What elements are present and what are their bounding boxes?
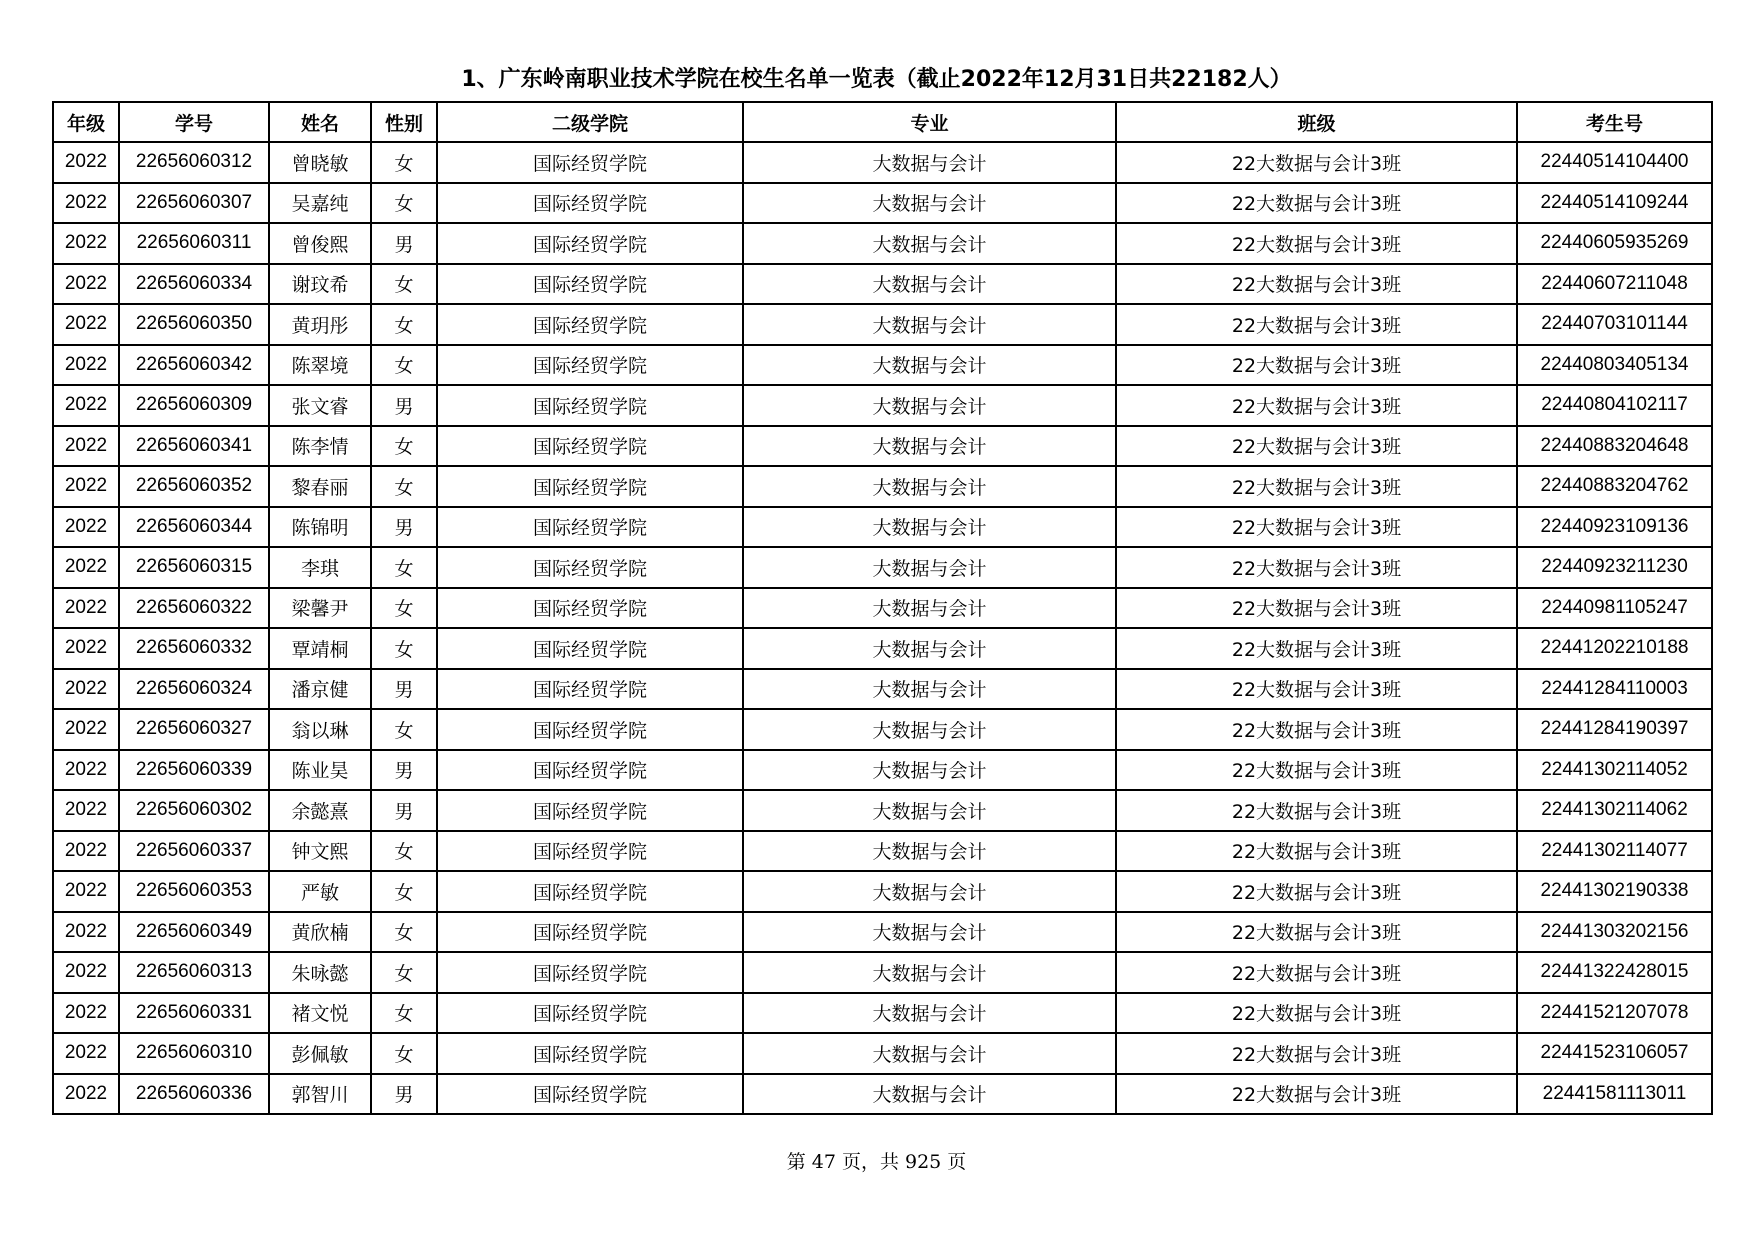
cell-student-id: 22656060310 <box>119 1033 269 1074</box>
cell-grade: 2022 <box>53 709 119 750</box>
cell-grade: 2022 <box>53 223 119 264</box>
cell-class: 22大数据与会计3班 <box>1116 628 1517 669</box>
cell-grade: 2022 <box>53 750 119 791</box>
cell-college: 国际经贸学院 <box>437 831 743 872</box>
cell-grade: 2022 <box>53 993 119 1034</box>
cell-class: 22大数据与会计3班 <box>1116 547 1517 588</box>
cell-class: 22大数据与会计3班 <box>1116 466 1517 507</box>
cell-class: 22大数据与会计3班 <box>1116 588 1517 629</box>
cell-name: 张文睿 <box>269 385 371 426</box>
cell-major: 大数据与会计 <box>743 588 1116 629</box>
cell-major: 大数据与会计 <box>743 304 1116 345</box>
cell-name: 曾俊熙 <box>269 223 371 264</box>
cell-exam-number: 22441302114062 <box>1517 790 1712 831</box>
cell-name: 李琪 <box>269 547 371 588</box>
table-row <box>53 183 1712 224</box>
cell-student-id: 22656060302 <box>119 790 269 831</box>
cell-college: 国际经贸学院 <box>437 385 743 426</box>
cell-major: 大数据与会计 <box>743 669 1116 710</box>
cell-grade: 2022 <box>53 183 119 224</box>
table-row <box>53 1074 1712 1115</box>
cell-gender: 女 <box>371 304 437 345</box>
cell-gender: 女 <box>371 871 437 912</box>
cell-class: 22大数据与会计3班 <box>1116 507 1517 548</box>
cell-major: 大数据与会计 <box>743 831 1116 872</box>
cell-major: 大数据与会计 <box>743 750 1116 791</box>
cell-name: 陈李情 <box>269 426 371 467</box>
cell-gender: 女 <box>371 709 437 750</box>
cell-name: 黎春丽 <box>269 466 371 507</box>
cell-name: 吴嘉纯 <box>269 183 371 224</box>
cell-grade: 2022 <box>53 547 119 588</box>
cell-class: 22大数据与会计3班 <box>1116 1074 1517 1115</box>
cell-major: 大数据与会计 <box>743 912 1116 953</box>
cell-major: 大数据与会计 <box>743 507 1116 548</box>
cell-college: 国际经贸学院 <box>437 345 743 386</box>
cell-name: 覃靖桐 <box>269 628 371 669</box>
table-row <box>53 426 1712 467</box>
cell-student-id: 22656060342 <box>119 345 269 386</box>
cell-major: 大数据与会计 <box>743 345 1116 386</box>
cell-exam-number: 22440981105247 <box>1517 588 1712 629</box>
cell-exam-number: 22440923211230 <box>1517 547 1712 588</box>
cell-class: 22大数据与会计3班 <box>1116 385 1517 426</box>
cell-college: 国际经贸学院 <box>437 466 743 507</box>
cell-gender: 女 <box>371 264 437 305</box>
cell-college: 国际经贸学院 <box>437 1033 743 1074</box>
cell-major: 大数据与会计 <box>743 1033 1116 1074</box>
cell-major: 大数据与会计 <box>743 183 1116 224</box>
cell-class: 22大数据与会计3班 <box>1116 223 1517 264</box>
cell-student-id: 22656060311 <box>119 223 269 264</box>
cell-gender: 女 <box>371 588 437 629</box>
cell-exam-number: 22441523106057 <box>1517 1033 1712 1074</box>
cell-student-id: 22656060327 <box>119 709 269 750</box>
cell-college: 国际经贸学院 <box>437 183 743 224</box>
cell-exam-number: 22441322428015 <box>1517 952 1712 993</box>
cell-college: 国际经贸学院 <box>437 223 743 264</box>
table-row <box>53 264 1712 305</box>
cell-name: 梁馨尹 <box>269 588 371 629</box>
header-college: 二级学院 <box>437 102 743 142</box>
cell-student-id: 22656060337 <box>119 831 269 872</box>
cell-grade: 2022 <box>53 304 119 345</box>
cell-gender: 男 <box>371 790 437 831</box>
header-class: 班级 <box>1116 102 1517 142</box>
cell-student-id: 22656060331 <box>119 993 269 1034</box>
header-exam-number: 考生号 <box>1517 102 1712 142</box>
cell-gender: 男 <box>371 750 437 791</box>
cell-college: 国际经贸学院 <box>437 628 743 669</box>
table-body <box>53 142 1712 1114</box>
table-row <box>53 142 1712 183</box>
cell-college: 国际经贸学院 <box>437 709 743 750</box>
cell-exam-number: 22440514109244 <box>1517 183 1712 224</box>
cell-major: 大数据与会计 <box>743 426 1116 467</box>
cell-gender: 女 <box>371 183 437 224</box>
header-name: 姓名 <box>269 102 371 142</box>
cell-student-id: 22656060353 <box>119 871 269 912</box>
cell-class: 22大数据与会计3班 <box>1116 669 1517 710</box>
cell-major: 大数据与会计 <box>743 628 1116 669</box>
table-row <box>53 952 1712 993</box>
cell-gender: 女 <box>371 831 437 872</box>
cell-grade: 2022 <box>53 952 119 993</box>
cell-major: 大数据与会计 <box>743 871 1116 912</box>
student-roster-table <box>52 101 1713 1115</box>
cell-student-id: 22656060307 <box>119 183 269 224</box>
cell-gender: 男 <box>371 669 437 710</box>
cell-name: 严敏 <box>269 871 371 912</box>
cell-exam-number: 22440883204762 <box>1517 466 1712 507</box>
cell-gender: 男 <box>371 1074 437 1115</box>
cell-grade: 2022 <box>53 466 119 507</box>
cell-major: 大数据与会计 <box>743 142 1116 183</box>
cell-name: 陈业昊 <box>269 750 371 791</box>
table-row <box>53 547 1712 588</box>
cell-grade: 2022 <box>53 264 119 305</box>
cell-class: 22大数据与会计3班 <box>1116 304 1517 345</box>
cell-name: 郭智川 <box>269 1074 371 1115</box>
cell-class: 22大数据与会计3班 <box>1116 750 1517 791</box>
cell-major: 大数据与会计 <box>743 993 1116 1034</box>
cell-class: 22大数据与会计3班 <box>1116 1033 1517 1074</box>
header-row <box>53 102 1712 142</box>
cell-college: 国际经贸学院 <box>437 142 743 183</box>
cell-class: 22大数据与会计3班 <box>1116 264 1517 305</box>
cell-gender: 女 <box>371 993 437 1034</box>
table-row <box>53 709 1712 750</box>
table-row <box>53 507 1712 548</box>
cell-class: 22大数据与会计3班 <box>1116 831 1517 872</box>
cell-gender: 女 <box>371 466 437 507</box>
cell-college: 国际经贸学院 <box>437 304 743 345</box>
cell-exam-number: 22440607211048 <box>1517 264 1712 305</box>
table-row <box>53 912 1712 953</box>
cell-gender: 女 <box>371 426 437 467</box>
cell-gender: 男 <box>371 385 437 426</box>
cell-grade: 2022 <box>53 669 119 710</box>
cell-college: 国际经贸学院 <box>437 507 743 548</box>
cell-exam-number: 22441302114077 <box>1517 831 1712 872</box>
table-row <box>53 790 1712 831</box>
cell-student-id: 22656060341 <box>119 426 269 467</box>
cell-college: 国际经贸学院 <box>437 588 743 629</box>
cell-grade: 2022 <box>53 790 119 831</box>
cell-major: 大数据与会计 <box>743 385 1116 426</box>
table-row <box>53 385 1712 426</box>
cell-college: 国际经贸学院 <box>437 1074 743 1115</box>
cell-name: 陈翠境 <box>269 345 371 386</box>
cell-grade: 2022 <box>53 426 119 467</box>
cell-major: 大数据与会计 <box>743 264 1116 305</box>
cell-student-id: 22656060349 <box>119 912 269 953</box>
cell-name: 谢玟希 <box>269 264 371 305</box>
table-row <box>53 466 1712 507</box>
cell-student-id: 22656060315 <box>119 547 269 588</box>
cell-student-id: 22656060334 <box>119 264 269 305</box>
table-row <box>53 750 1712 791</box>
cell-grade: 2022 <box>53 831 119 872</box>
cell-exam-number: 22441581113011 <box>1517 1074 1712 1115</box>
cell-grade: 2022 <box>53 912 119 953</box>
cell-exam-number: 22441302114052 <box>1517 750 1712 791</box>
cell-class: 22大数据与会计3班 <box>1116 142 1517 183</box>
cell-major: 大数据与会计 <box>743 709 1116 750</box>
cell-college: 国际经贸学院 <box>437 264 743 305</box>
cell-gender: 女 <box>371 1033 437 1074</box>
table-row <box>53 871 1712 912</box>
page-footer: 第 47 页，共 925 页 <box>786 1151 967 1173</box>
cell-name: 陈锦明 <box>269 507 371 548</box>
cell-gender: 女 <box>371 912 437 953</box>
cell-name: 黄欣楠 <box>269 912 371 953</box>
cell-student-id: 22656060322 <box>119 588 269 629</box>
cell-class: 22大数据与会计3班 <box>1116 426 1517 467</box>
cell-student-id: 22656060313 <box>119 952 269 993</box>
cell-gender: 男 <box>371 223 437 264</box>
cell-class: 22大数据与会计3班 <box>1116 345 1517 386</box>
cell-major: 大数据与会计 <box>743 1074 1116 1115</box>
cell-student-id: 22656060309 <box>119 385 269 426</box>
table-row <box>53 628 1712 669</box>
cell-class: 22大数据与会计3班 <box>1116 871 1517 912</box>
cell-gender: 女 <box>371 142 437 183</box>
cell-gender: 女 <box>371 628 437 669</box>
table-row <box>53 669 1712 710</box>
cell-grade: 2022 <box>53 385 119 426</box>
cell-name: 褚文悦 <box>269 993 371 1034</box>
cell-student-id: 22656060344 <box>119 507 269 548</box>
cell-gender: 男 <box>371 507 437 548</box>
cell-exam-number: 22440883204648 <box>1517 426 1712 467</box>
cell-student-id: 22656060350 <box>119 304 269 345</box>
table-row <box>53 993 1712 1034</box>
cell-exam-number: 22441521207078 <box>1517 993 1712 1034</box>
cell-exam-number: 22440514104400 <box>1517 142 1712 183</box>
cell-name: 余懿熹 <box>269 790 371 831</box>
cell-college: 国际经贸学院 <box>437 426 743 467</box>
cell-student-id: 22656060324 <box>119 669 269 710</box>
cell-college: 国际经贸学院 <box>437 871 743 912</box>
cell-college: 国际经贸学院 <box>437 912 743 953</box>
header-gender: 性别 <box>371 102 437 142</box>
cell-major: 大数据与会计 <box>743 790 1116 831</box>
cell-name: 翁以琳 <box>269 709 371 750</box>
cell-major: 大数据与会计 <box>743 952 1116 993</box>
cell-gender: 女 <box>371 547 437 588</box>
table-row <box>53 345 1712 386</box>
cell-name: 潘京健 <box>269 669 371 710</box>
cell-major: 大数据与会计 <box>743 223 1116 264</box>
cell-name: 黄玥彤 <box>269 304 371 345</box>
cell-grade: 2022 <box>53 507 119 548</box>
cell-exam-number: 22441303202156 <box>1517 912 1712 953</box>
cell-exam-number: 22440804102117 <box>1517 385 1712 426</box>
cell-name: 彭佩敏 <box>269 1033 371 1074</box>
document-title: 1、广东岭南职业技术学院在校生名单一览表（截止2022年12月31日共22182人） <box>461 67 1292 92</box>
cell-student-id: 22656060336 <box>119 1074 269 1115</box>
cell-major: 大数据与会计 <box>743 547 1116 588</box>
cell-name: 朱咏懿 <box>269 952 371 993</box>
cell-grade: 2022 <box>53 1074 119 1115</box>
cell-exam-number: 22441302190338 <box>1517 871 1712 912</box>
cell-exam-number: 22440923109136 <box>1517 507 1712 548</box>
cell-exam-number: 22441284110003 <box>1517 669 1712 710</box>
cell-grade: 2022 <box>53 1033 119 1074</box>
cell-class: 22大数据与会计3班 <box>1116 912 1517 953</box>
table-row <box>53 831 1712 872</box>
cell-student-id: 22656060352 <box>119 466 269 507</box>
cell-college: 国际经贸学院 <box>437 669 743 710</box>
cell-exam-number: 22441284190397 <box>1517 709 1712 750</box>
cell-student-id: 22656060332 <box>119 628 269 669</box>
cell-student-id: 22656060312 <box>119 142 269 183</box>
cell-grade: 2022 <box>53 588 119 629</box>
cell-grade: 2022 <box>53 142 119 183</box>
header-student-id: 学号 <box>119 102 269 142</box>
table-row <box>53 304 1712 345</box>
cell-class: 22大数据与会计3班 <box>1116 952 1517 993</box>
cell-gender: 女 <box>371 952 437 993</box>
table-row <box>53 223 1712 264</box>
table-row <box>53 1033 1712 1074</box>
cell-grade: 2022 <box>53 345 119 386</box>
header-grade: 年级 <box>53 102 119 142</box>
cell-class: 22大数据与会计3班 <box>1116 790 1517 831</box>
cell-student-id: 22656060339 <box>119 750 269 791</box>
cell-college: 国际经贸学院 <box>437 790 743 831</box>
cell-college: 国际经贸学院 <box>437 952 743 993</box>
table-row <box>53 588 1712 629</box>
header-major: 专业 <box>743 102 1116 142</box>
cell-college: 国际经贸学院 <box>437 547 743 588</box>
cell-name: 曾晓敏 <box>269 142 371 183</box>
cell-college: 国际经贸学院 <box>437 750 743 791</box>
cell-gender: 女 <box>371 345 437 386</box>
cell-college: 国际经贸学院 <box>437 993 743 1034</box>
cell-grade: 2022 <box>53 871 119 912</box>
cell-class: 22大数据与会计3班 <box>1116 183 1517 224</box>
cell-exam-number: 22440605935269 <box>1517 223 1712 264</box>
cell-exam-number: 22440803405134 <box>1517 345 1712 386</box>
cell-name: 钟文熙 <box>269 831 371 872</box>
cell-class: 22大数据与会计3班 <box>1116 993 1517 1034</box>
cell-exam-number: 22441202210188 <box>1517 628 1712 669</box>
cell-major: 大数据与会计 <box>743 466 1116 507</box>
cell-exam-number: 22440703101144 <box>1517 304 1712 345</box>
cell-grade: 2022 <box>53 628 119 669</box>
cell-class: 22大数据与会计3班 <box>1116 709 1517 750</box>
